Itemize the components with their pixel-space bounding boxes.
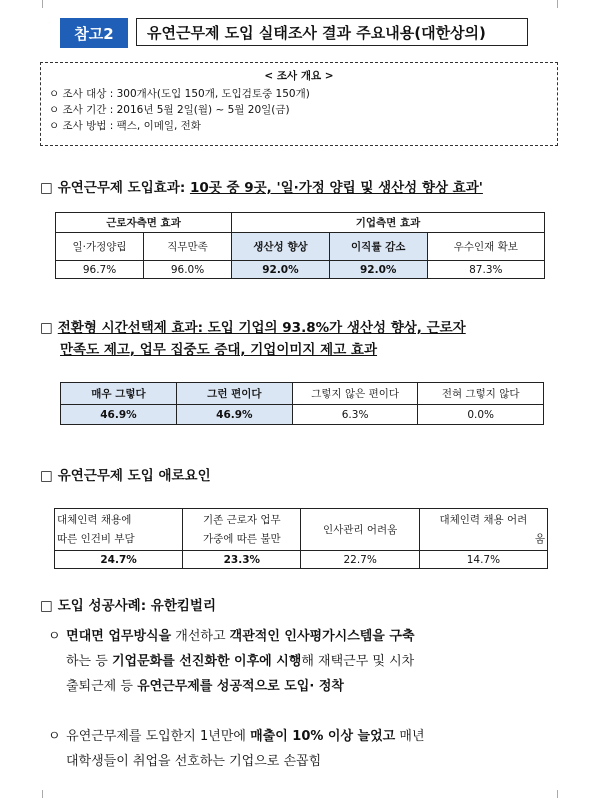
section-label: 유연근무제 도입 애로요인 — [57, 468, 211, 484]
survey-overview-box — [40, 62, 558, 146]
body-text: 해 재택근무 및 시차 — [301, 654, 415, 669]
section-heading — [40, 594, 216, 614]
bold-text: 매출이 10% 이상 늘었고 — [250, 729, 396, 744]
header-line: 대체인력 채용에 — [57, 513, 132, 526]
table-cell: 46.9% — [176, 405, 292, 425]
table-cell: 46.9% — [61, 405, 177, 425]
column-header: 일·가정양립 — [56, 233, 144, 261]
body-text: 출퇴근제 등 — [66, 679, 138, 694]
effects-table — [55, 212, 545, 279]
table-cell: 0.0% — [418, 405, 544, 425]
section-heading — [40, 464, 211, 484]
case-bullet — [48, 624, 568, 699]
case-bullet — [48, 724, 568, 774]
body-text: 개선하고 — [171, 629, 230, 644]
table-cell: 92.0% — [329, 261, 427, 279]
table-cell: 24.7% — [55, 551, 183, 569]
checkbox-square-icon: □ — [40, 598, 53, 614]
bold-text: 면대면 업무방식을 — [66, 629, 172, 644]
body-text: 대학생들이 취업을 선호하는 기업으로 손꼽힘 — [66, 754, 322, 769]
overview-line: ㅇ 조사 기간 : 2016년 5월 2일(월) ~ 5월 20일(금) — [49, 104, 290, 116]
section-heading — [40, 316, 466, 336]
overview-line: ㅇ 조사 방법 : 팩스, 이메일, 전화 — [49, 120, 201, 132]
column-header: 그렇지 않은 편이다 — [292, 383, 418, 405]
section-heading — [40, 176, 483, 196]
section-highlight: 도입 기업의 93.8%가 생산성 향상, 근로자 — [207, 320, 466, 336]
reference-tag: 참고2 — [60, 18, 128, 48]
bullet-ring-icon: ㅇ — [48, 629, 61, 644]
column-header — [419, 509, 547, 551]
table-cell: 22.7% — [301, 551, 419, 569]
column-header: 매우 그렇다 — [61, 383, 177, 405]
column-header: 우수인재 확보 — [427, 233, 544, 261]
bold-text: 기업문화를 선진화한 이후에 시행 — [111, 654, 302, 669]
column-header: 전혀 그렇지 않다 — [418, 383, 544, 405]
section-label: 전환형 시간선택제 효과: — [57, 320, 208, 336]
section-highlight: 10곳 중 9곳, '일·가정 양립 및 생산성 향상 효과' — [189, 180, 483, 196]
table-cell: 14.7% — [419, 551, 547, 569]
column-header: 그런 편이다 — [176, 383, 292, 405]
overview-title: < 조사 개요 > — [264, 70, 334, 82]
checkbox-square-icon: □ — [40, 180, 53, 196]
section-highlight: 만족도 제고, 업무 집중도 증대, 기업이미지 제고 효과 — [60, 342, 378, 358]
document-header — [60, 18, 528, 48]
checkbox-square-icon: □ — [40, 468, 53, 484]
section-heading-continued — [60, 338, 377, 358]
column-header: 이직률 감소 — [329, 233, 427, 261]
group-header-company: 기업측면 효과 — [232, 213, 545, 233]
table-cell: 92.0% — [232, 261, 330, 279]
section-label: 도입 성공사례: 유한킴벌리 — [57, 598, 217, 614]
header-line: 따른 인건비 부담 — [57, 532, 135, 545]
column-header: 생산성 향상 — [232, 233, 330, 261]
table-cell: 87.3% — [427, 261, 544, 279]
table-cell: 6.3% — [292, 405, 418, 425]
crop-mark — [28, 790, 43, 798]
overview-line: ㅇ 조사 대상 : 300개사(도입 150개, 도입검토중 150개) — [49, 88, 310, 100]
crop-mark — [557, 790, 572, 798]
header-line: 기존 근로자 업무 — [202, 513, 281, 526]
header-line: 대체인력 채용 어려 — [439, 513, 528, 526]
body-text: 매년 — [395, 729, 425, 744]
column-header — [55, 509, 183, 551]
table-cell: 23.3% — [183, 551, 301, 569]
column-header: 직무만족 — [144, 233, 232, 261]
bullet-ring-icon: ㅇ — [48, 729, 61, 744]
table-cell: 96.0% — [144, 261, 232, 279]
page-title: 유연근무제 도입 실태조사 결과 주요내용(대한상의) — [136, 18, 528, 46]
header-line: 가중에 따른 불만 — [202, 532, 281, 545]
crop-mark — [557, 0, 572, 8]
body-text: 하는 등 — [66, 654, 112, 669]
column-header: 인사관리 어려움 — [301, 509, 419, 551]
bold-text: 유연근무제를 성공적으로 도입· 정착 — [137, 679, 344, 694]
checkbox-square-icon: □ — [40, 320, 53, 336]
bold-text: 객관적인 인사평가시스템을 구축 — [229, 629, 415, 644]
header-line: 움 — [534, 532, 545, 545]
time-selection-table — [60, 382, 544, 425]
column-header — [183, 509, 301, 551]
section-label: 유연근무제 도입효과: — [57, 180, 190, 196]
crop-mark — [28, 0, 43, 8]
body-text: 유연근무제를 도입한지 1년만에 — [66, 729, 251, 744]
group-header-worker: 근로자측면 효과 — [56, 213, 232, 233]
obstacles-table — [54, 508, 548, 569]
table-cell: 96.7% — [56, 261, 144, 279]
